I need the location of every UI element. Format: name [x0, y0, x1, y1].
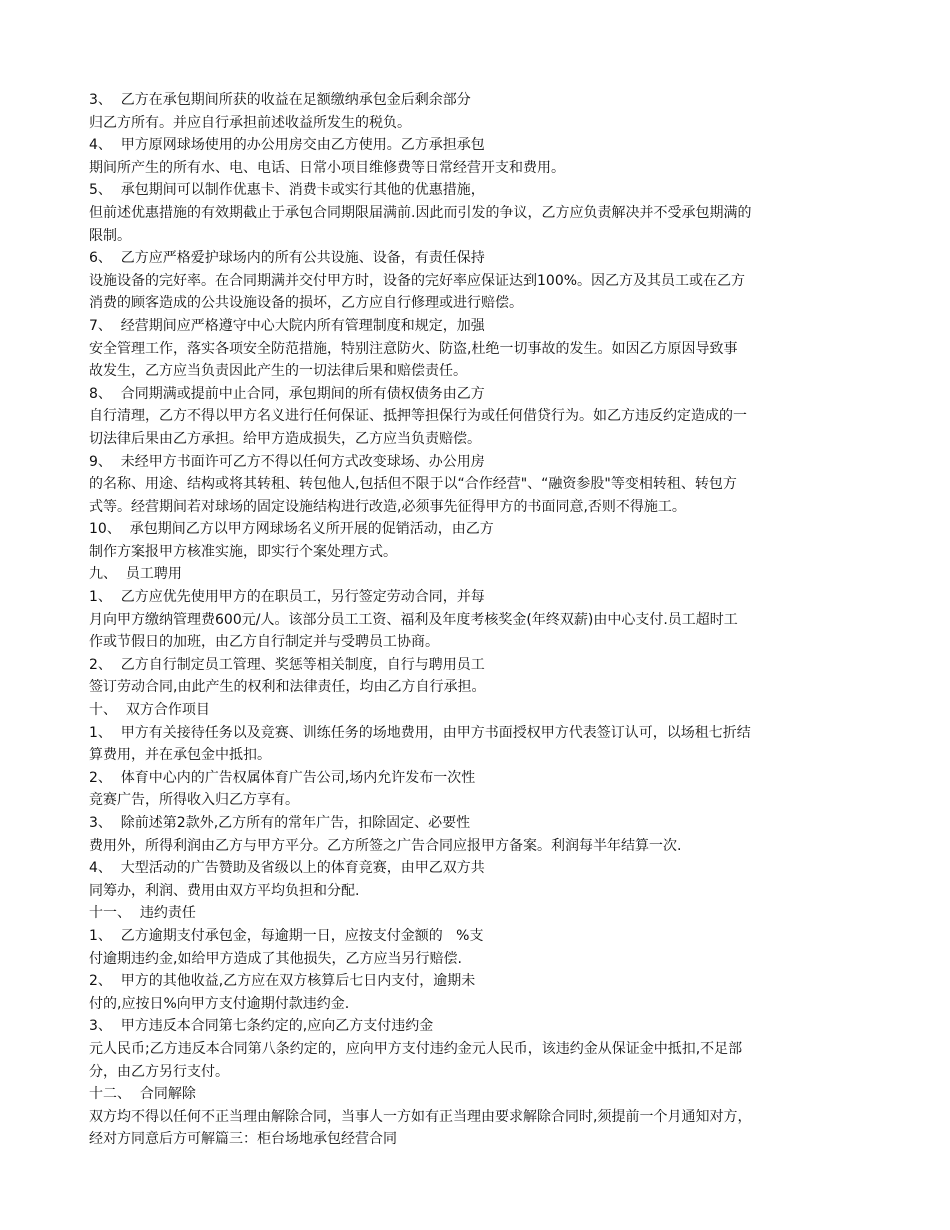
text-line: 元人民币;乙方违反本合同第八条约定的，应向甲方支付违约金元人民币，该违约金从保证金中抵扣,不足部 — [89, 1040, 743, 1057]
text-line: 2、 甲方的其他收益,乙方应在双方核算后七日内支付，逾期未 — [89, 973, 476, 990]
text-line: 月向甲方缴纳管理费600元/人。该部分员工工资、福利及年度考核奖金(年终双薪)由中心支付.员工超时工 — [89, 611, 738, 628]
text-line: 双方均不得以任何不正当理由解除合同，当事人一方如有正当理由要求解除合同时,须提前一个月通知对方， — [89, 1108, 752, 1125]
text-line: 十二、 合同解除 — [89, 1086, 196, 1103]
text-line: 式等。经营期间若对球场的固定设施结构进行改造,必须事先征得甲方的书面同意,否则不得施工。 — [89, 498, 686, 515]
text-line: 自行清理，乙方不得以甲方名义进行任何保证、抵押等担保行为或任何借贷行为。如乙方违反约定造成的一 — [89, 408, 747, 425]
text-line: 分，由乙方另行支付。 — [89, 1063, 229, 1080]
text-line: 2、 乙方自行制定员工管理、奖惩等相关制度，自行与聘用员工 — [89, 656, 485, 673]
text-line: 归乙方所有。并应自行承担前述收益所发生的税负。 — [89, 114, 411, 131]
text-line: 安全管理工作，落实各项安全防范措施，特别注意防火、防盗,杜绝一切事故的发生。如因乙方原因导致事 — [89, 340, 738, 357]
text-line: 九、 员工聘用 — [89, 566, 182, 583]
text-line: 切法律后果由乙方承担。给甲方造成损失，乙方应当负责赔偿。 — [89, 430, 481, 447]
text-line: 4、 甲方原网球场使用的办公用房交由乙方使用。乙方承担承包 — [89, 137, 485, 154]
text-line: 期间所产生的所有水、电、电话、日常小项目维修费等日常经营开支和费用。 — [89, 159, 565, 176]
text-line: 十一、 违约责任 — [89, 905, 196, 922]
text-line: 十、 双方合作项目 — [89, 702, 210, 719]
text-line: 付的,应按日%向甲方支付逾期付款违约金. — [89, 995, 350, 1012]
text-line: 5、 承包期间可以制作优惠卡、消费卡或实行其他的优惠措施， — [89, 182, 485, 199]
text-line: 签订劳动合同,由此产生的权利和法律责任，均由乙方自行承担。 — [89, 679, 486, 696]
text-line: 1、 乙方应优先使用甲方的在职员工，另行签定劳动合同，并每 — [89, 589, 485, 606]
text-line: 3、 乙方在承包期间所获的收益在足额缴纳承包金后剩余部分 — [89, 92, 471, 108]
text-line: 9、 未经甲方书面许可乙方不得以任何方式改变球场、办公用房 — [89, 453, 485, 470]
text-line: 设施设备的完好率。在合同期满并交付甲方时，设备的完好率应保证达到100%。因乙方及其员工或在乙方 — [89, 272, 746, 289]
text-line: 付逾期违约金,如给甲方造成了其他损失，乙方应当另行赔偿. — [89, 950, 462, 967]
text-line: 的名称、用途、结构或将其转租、转包他人,包括但不限于以“合作经营"、“融资参股"等变相转租、转包方 — [89, 476, 737, 493]
text-line: 故发生，乙方应当负责因此产生的一切法律后果和赔偿责任。 — [89, 363, 467, 380]
text-line: 经对方同意后方可解篇三：柜台场地承包经营合同 — [89, 1131, 397, 1148]
text-line: 消费的顾客造成的公共设施设备的损坏，乙方应自行修理或进行赔偿。 — [89, 295, 523, 312]
text-line: 竞赛广告，所得收入归乙方享有。 — [89, 792, 299, 809]
text-line: 作或节假日的加班，由乙方自行制定并与受聘员工协商。 — [89, 634, 439, 651]
text-line: 8、 合同期满或提前中止合同，承包期间的所有债权债务由乙方 — [89, 385, 485, 402]
text-line: 算费用，并在承包金中抵扣。 — [89, 747, 271, 764]
text-line: 7、 经营期间应严格遵守中心大院内所有管理制度和规定，加强 — [89, 317, 485, 334]
text-line: 但前述优惠措施的有效期截止于承包合同期限届满前.因此而引发的争议，乙方应负责解决并不受承包期满的 — [89, 204, 752, 221]
text-line: 10、 承包期间乙方以甲方网球场名义所开展的促销活动，由乙方 — [89, 521, 494, 538]
text-line: 限制。 — [89, 227, 131, 244]
text-line: 6、 乙方应严格爱护球场内的所有公共设施、设备，有责任保持 — [89, 250, 485, 267]
text-line: 制作方案报甲方核准实施，即实行个案处理方式。 — [89, 543, 397, 560]
text-line: 4、 大型活动的广告赞助及省级以上的体育竞赛，由甲乙双方共 — [89, 860, 485, 877]
text-line: 1、 甲方有关接待任务以及竞赛、训练任务的场地费用，由甲方书面授权甲方代表签订认可，以场租七折结 — [89, 724, 751, 741]
text-line: 费用外，所得利润由乙方与甲方平分。乙方所签之广告合同应报甲方备案。利润每半年结算一次. — [89, 837, 682, 854]
text-line: 同筹办，利润、费用由双方平均负担和分配. — [89, 882, 360, 899]
text-line: 3、 除前述第2款外,乙方所有的常年广告，扣除固定、必要性 — [89, 815, 471, 831]
text-line: 2、 体育中心内的广告权属体育广告公司,场内允许发布一次性 — [89, 769, 476, 786]
text-line: 3、 甲方违反本合同第七条约定的,应向乙方支付违约金 — [89, 1018, 434, 1035]
text-line: 1、 乙方逾期支付承包金，每逾期一日，应按支付金额的 %支 — [89, 927, 484, 944]
document-body — [89, 89, 870, 1151]
